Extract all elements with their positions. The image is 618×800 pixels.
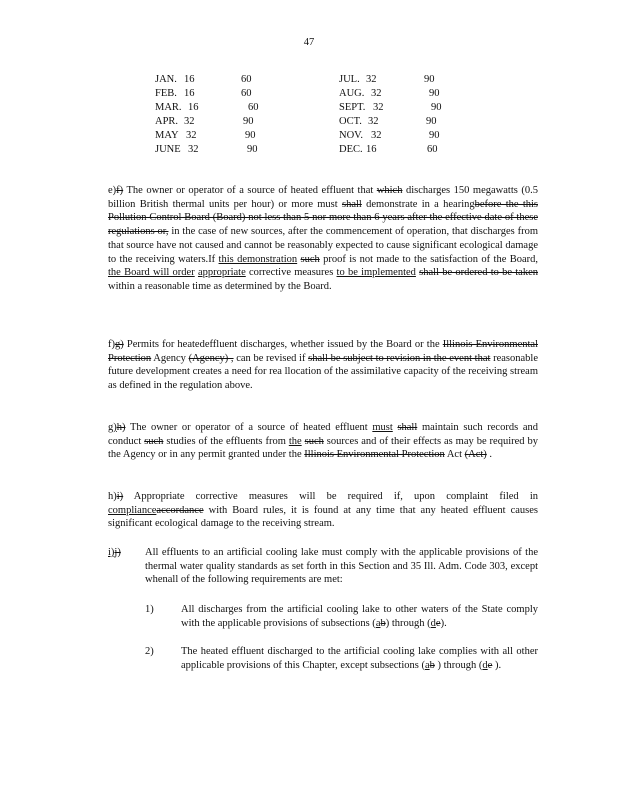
text: within a reasonable time as determined by the Board. xyxy=(108,280,332,292)
text: Agency xyxy=(151,352,189,364)
text: All discharges from the artificial cooling lake to other waters of the State comply with the applicable provisions of subsections ( xyxy=(181,604,538,629)
month-value-2: 90 xyxy=(247,144,258,155)
deleted-label: j) xyxy=(114,547,121,558)
inserted-text: d xyxy=(482,659,488,671)
text: corrective measures xyxy=(245,267,337,279)
deleted-label: f) xyxy=(116,185,124,196)
month-row xyxy=(155,101,455,115)
text: with Board rules, it is found at any time that any heated effluent causes significant ecological damage to the receiving stream. xyxy=(108,504,538,530)
month-value-1: 16 xyxy=(184,88,195,99)
text: effluent discharges, whether issued by the Board or the xyxy=(204,339,443,350)
section-label: f) xyxy=(108,339,115,350)
month-value-2: 60 xyxy=(241,74,252,85)
inserted-text: must xyxy=(372,422,393,433)
list-item xyxy=(181,603,538,630)
section-g xyxy=(108,421,538,462)
inserted-text: compliance xyxy=(108,504,157,516)
text: studies of the effluents from xyxy=(163,435,289,447)
deleted-label: g) xyxy=(115,339,124,350)
section-g-text xyxy=(108,421,538,462)
month-name: SEPT. xyxy=(339,102,366,113)
text: All effluents to an artificial cooling lake must comply with the applicable provisions of the thermal water quality standards as set forth in this Section and 35 Ill. Adm. Code 303, except when xyxy=(145,547,538,586)
text: demonstrate in a hearing xyxy=(361,198,475,210)
text: all of the following requirements are met: xyxy=(167,574,343,586)
section-i xyxy=(145,546,538,587)
month-row xyxy=(155,129,455,143)
inserted-text: appropriate xyxy=(197,267,246,279)
deleted-text: such xyxy=(304,435,324,447)
text: proof is not made to the satisfaction of the Board, xyxy=(319,253,538,265)
month-row xyxy=(155,87,455,101)
section-h xyxy=(108,490,538,531)
section-label: e) xyxy=(108,185,117,196)
text: ) through ( xyxy=(434,659,483,671)
inserted-text: a xyxy=(375,617,381,629)
month-value-2: 90 xyxy=(429,130,440,141)
inserted-text: to be implemented xyxy=(336,267,416,279)
inserted-text: the xyxy=(288,435,302,447)
deleted-text: such xyxy=(300,253,320,265)
text: The heated effluent discharged to the artificial cooling lake complies with all other applicable provisions of this Chapter, except subsections ( xyxy=(181,646,538,671)
month-value-2: 90 xyxy=(429,88,440,99)
list-number: 1) xyxy=(145,604,154,615)
month-name: JUL. xyxy=(339,74,360,85)
text: The owner or operator of a source of heated effluent that xyxy=(123,185,377,196)
text: in the case of new sources, after the commencement of operation, that discharges from that source have not caused and cannot be reasonably expected to cause significant ecological damage to the receiving waters. xyxy=(108,226,538,265)
text: ). xyxy=(440,617,447,629)
month-name: DEC. xyxy=(339,144,363,155)
deleted-text: shall be ordered to be taken xyxy=(419,267,539,279)
text: Appropriate corrective measures will be required if, upon complaint filed in xyxy=(123,491,538,502)
month-value-1: 16 xyxy=(366,144,377,155)
month-name: NOV. xyxy=(339,130,364,141)
month-row xyxy=(155,115,455,129)
inserted-text: this demonstration xyxy=(218,253,298,265)
section-f xyxy=(108,338,538,393)
deleted-text: e xyxy=(487,659,493,671)
month-value-1: 32 xyxy=(366,74,377,85)
section-label: g) xyxy=(108,422,117,433)
deleted-text: such xyxy=(144,435,164,447)
deleted-text: b xyxy=(429,659,435,671)
deleted-text: shall xyxy=(397,422,418,433)
month-value-2: 60 xyxy=(241,88,252,99)
deleted-text: Illinois Environmental Protection xyxy=(304,449,445,461)
month-value-2: 90 xyxy=(424,74,435,85)
month-value-1: 32 xyxy=(368,116,379,127)
deleted-label: i) xyxy=(116,491,124,502)
month-row xyxy=(155,143,455,157)
section-label: h) xyxy=(108,491,117,502)
text: discharges 150 megawatts (0.5 billion British thermal units per hour) or more must xyxy=(108,185,538,210)
page-number: 47 xyxy=(303,37,315,48)
text: ). xyxy=(492,659,502,671)
deleted-text: shall xyxy=(341,198,362,210)
deleted-text: (Agency) , xyxy=(188,352,234,364)
month-value-2: 90 xyxy=(245,130,256,141)
deleted-text: Illinois Environmental Protection xyxy=(108,339,538,364)
month-table xyxy=(155,73,455,163)
text: . xyxy=(486,449,493,461)
month-value-2: 90 xyxy=(426,116,437,127)
deleted-text: before the this Pollution Control Board (Board) not less than 5 nor more than 6 years after the effective date of these regulations or, xyxy=(108,198,538,238)
list-item xyxy=(181,645,538,672)
text: ) through ( xyxy=(385,617,431,629)
section-e-text xyxy=(108,184,538,294)
section-i-text xyxy=(145,546,538,587)
month-value-1: 32 xyxy=(371,88,382,99)
text: If xyxy=(208,253,219,265)
section-f-text xyxy=(108,338,538,393)
deleted-text: (Act) xyxy=(464,449,487,461)
deleted-text: which xyxy=(376,185,403,196)
month-name: FEB. xyxy=(155,88,177,99)
text: Act xyxy=(444,449,465,461)
month-value-1: 16 xyxy=(188,102,199,113)
month-name: OCT. xyxy=(339,116,362,127)
inserted-text: the Board will order xyxy=(108,267,195,279)
month-name: JUNE xyxy=(155,144,181,155)
text: Permits for heated xyxy=(123,339,205,350)
month-name: AUG. xyxy=(339,88,365,99)
month-value-1: 32 xyxy=(373,102,384,113)
month-value-1: 32 xyxy=(371,130,382,141)
text: can be revised if xyxy=(233,352,309,364)
section-h-text xyxy=(108,490,538,531)
list-item-text xyxy=(181,603,538,630)
list-number: 2) xyxy=(145,646,154,657)
month-value-2: 90 xyxy=(243,116,254,127)
section-e xyxy=(108,184,538,294)
list-item-text xyxy=(181,645,538,672)
deleted-text: b xyxy=(380,617,386,629)
month-value-1: 16 xyxy=(184,74,195,85)
month-name: APR. xyxy=(155,116,179,127)
month-value-2: 60 xyxy=(427,144,438,155)
text: reasonable future development creates a need for rea llocation of the assimilative capacity of the receiving stream as defined in the regulation above. xyxy=(108,352,538,392)
deleted-label: h) xyxy=(116,422,126,433)
deleted-text: shall be subject to revision in the event that xyxy=(308,352,491,364)
month-name: MAY xyxy=(155,130,179,141)
inserted-text: a xyxy=(424,659,430,671)
month-value-1: 32 xyxy=(184,116,195,127)
month-value-2: 90 xyxy=(431,102,442,113)
text: sources and of their effects as may be required by the Agency or in any permit granted under the xyxy=(108,435,538,461)
deleted-text: accordance xyxy=(156,504,204,516)
deleted-text: e xyxy=(435,617,441,629)
month-name: MAR. xyxy=(155,102,182,113)
section-label: i) xyxy=(108,547,115,558)
month-value-1: 32 xyxy=(186,130,197,141)
month-name: JAN. xyxy=(155,74,177,85)
month-row xyxy=(155,73,455,87)
inserted-text: d xyxy=(430,617,436,629)
month-value-1: 32 xyxy=(188,144,199,155)
month-value-2: 60 xyxy=(248,102,259,113)
text: The owner or operator of a source of heated effluent xyxy=(125,422,373,433)
section-i-label xyxy=(108,546,121,560)
text: maintain such records and conduct xyxy=(108,422,538,447)
